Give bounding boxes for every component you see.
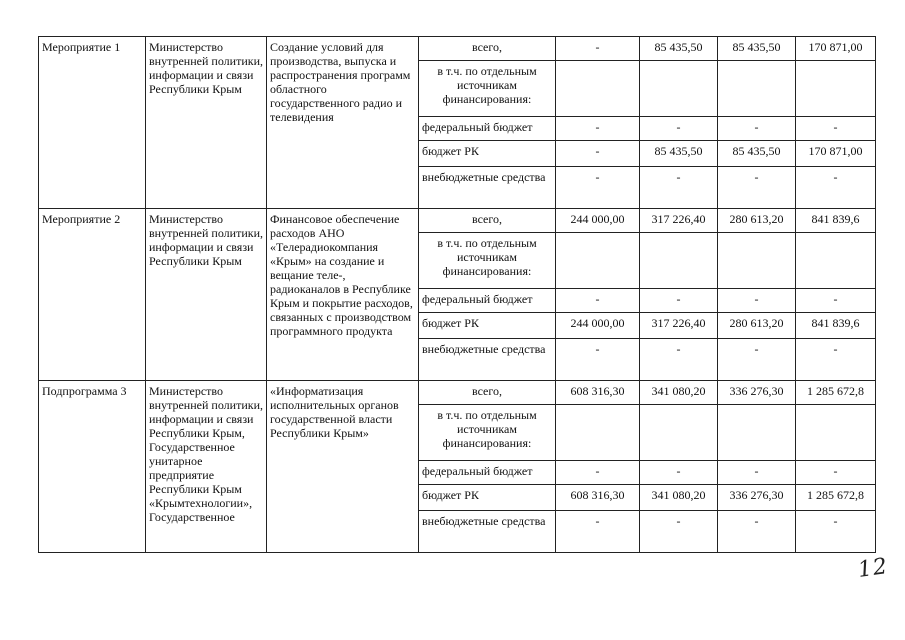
- amount-cell: 608 316,30: [556, 485, 640, 511]
- amount-cell: [718, 405, 796, 461]
- amount-cell: [556, 405, 640, 461]
- amount-cell: 244 000,00: [556, 209, 640, 233]
- responsible-executor: Министерство внутренней политики, информации и связи Республики Крым: [146, 37, 267, 209]
- amount-cell: -: [640, 117, 718, 141]
- amount-cell: [640, 61, 718, 117]
- funding-source-label: бюджет РК: [419, 313, 556, 339]
- amount-cell: 608 316,30: [556, 381, 640, 405]
- amount-cell: 1 285 672,8: [796, 485, 876, 511]
- funding-source-label: бюджет РК: [419, 485, 556, 511]
- amount-cell: -: [640, 289, 718, 313]
- amount-cell: -: [556, 167, 640, 209]
- amount-cell: -: [640, 461, 718, 485]
- amount-cell: [796, 233, 876, 289]
- amount-cell: 244 000,00: [556, 313, 640, 339]
- amount-cell: 85 435,50: [718, 37, 796, 61]
- amount-cell: 841 839,6: [796, 313, 876, 339]
- amount-cell: -: [796, 167, 876, 209]
- measure-description: Финансовое обеспечение расходов АНО «Телерадиокомпания «Крым» на создание и вещание теле-, радиоканалов в Республике Крым и покрытие расходов, связанных с производством программного продукта: [267, 209, 419, 381]
- amount-cell: -: [718, 167, 796, 209]
- amount-cell: 336 276,30: [718, 485, 796, 511]
- amount-cell: [718, 233, 796, 289]
- amount-cell: [718, 61, 796, 117]
- measure-name: Мероприятие 1: [39, 37, 146, 209]
- amount-cell: -: [796, 289, 876, 313]
- amount-cell: [796, 405, 876, 461]
- amount-cell: 280 613,20: [718, 209, 796, 233]
- table-body: [39, 37, 876, 553]
- row-total: [39, 209, 876, 233]
- amount-cell: -: [556, 37, 640, 61]
- amount-cell: 170 871,00: [796, 37, 876, 61]
- amount-cell: 85 435,50: [640, 37, 718, 61]
- row-total: [39, 381, 876, 405]
- measure-name: Мероприятие 2: [39, 209, 146, 381]
- amount-cell: -: [556, 461, 640, 485]
- amount-cell: -: [556, 141, 640, 167]
- amount-cell: -: [718, 289, 796, 313]
- funding-source-label: внебюджетные средства: [419, 511, 556, 553]
- amount-cell: -: [718, 117, 796, 141]
- amount-cell: [556, 61, 640, 117]
- amount-cell: [556, 233, 640, 289]
- amount-cell: -: [556, 289, 640, 313]
- funding-source-label: федеральный бюджет: [419, 117, 556, 141]
- amount-cell: [640, 405, 718, 461]
- funding-source-label: бюджет РК: [419, 141, 556, 167]
- amount-cell: 1 285 672,8: [796, 381, 876, 405]
- amount-cell: 85 435,50: [640, 141, 718, 167]
- funding-source-label: внебюджетные средства: [419, 339, 556, 381]
- amount-cell: -: [640, 167, 718, 209]
- amount-cell: -: [718, 339, 796, 381]
- amount-cell: -: [796, 461, 876, 485]
- funding-source-label: федеральный бюджет: [419, 461, 556, 485]
- amount-cell: 317 226,40: [640, 313, 718, 339]
- funding-source-label: в т.ч. по отдельным источникам финансирования:: [419, 61, 556, 117]
- amount-cell: -: [796, 339, 876, 381]
- funding-source-label: всего,: [419, 209, 556, 233]
- amount-cell: -: [556, 117, 640, 141]
- amount-cell: 170 871,00: [796, 141, 876, 167]
- measure-description: «Информатизация исполнительных органов государственной власти Республики Крым»: [267, 381, 419, 553]
- measure-description: Создание условий для производства, выпуска и распространения программ областного государственного радио и телевидения: [267, 37, 419, 209]
- amount-cell: 85 435,50: [718, 141, 796, 167]
- amount-cell: -: [640, 511, 718, 553]
- amount-cell: 841 839,6: [796, 209, 876, 233]
- financing-table: [38, 36, 876, 553]
- amount-cell: [796, 61, 876, 117]
- funding-source-label: всего,: [419, 37, 556, 61]
- amount-cell: 280 613,20: [718, 313, 796, 339]
- amount-cell: [640, 233, 718, 289]
- responsible-executor: Министерство внутренней политики, информации и связи Республики Крым, Государственное унитарное предприятие Республики Крым «Крымтехнологии», Государственное: [146, 381, 267, 553]
- amount-cell: -: [718, 511, 796, 553]
- page-number: 12: [856, 554, 890, 583]
- funding-source-label: в т.ч. по отдельным источникам финансирования:: [419, 233, 556, 289]
- amount-cell: -: [556, 339, 640, 381]
- funding-source-label: внебюджетные средства: [419, 167, 556, 209]
- amount-cell: 336 276,30: [718, 381, 796, 405]
- amount-cell: -: [796, 117, 876, 141]
- measure-name: Подпрограмма 3: [39, 381, 146, 553]
- funding-source-label: в т.ч. по отдельным источникам финансирования:: [419, 405, 556, 461]
- amount-cell: 341 080,20: [640, 381, 718, 405]
- amount-cell: 317 226,40: [640, 209, 718, 233]
- amount-cell: -: [556, 511, 640, 553]
- responsible-executor: Министерство внутренней политики, информации и связи Республики Крым: [146, 209, 267, 381]
- row-total: [39, 37, 876, 61]
- amount-cell: -: [796, 511, 876, 553]
- amount-cell: 341 080,20: [640, 485, 718, 511]
- amount-cell: -: [718, 461, 796, 485]
- funding-source-label: федеральный бюджет: [419, 289, 556, 313]
- funding-source-label: всего,: [419, 381, 556, 405]
- amount-cell: -: [640, 339, 718, 381]
